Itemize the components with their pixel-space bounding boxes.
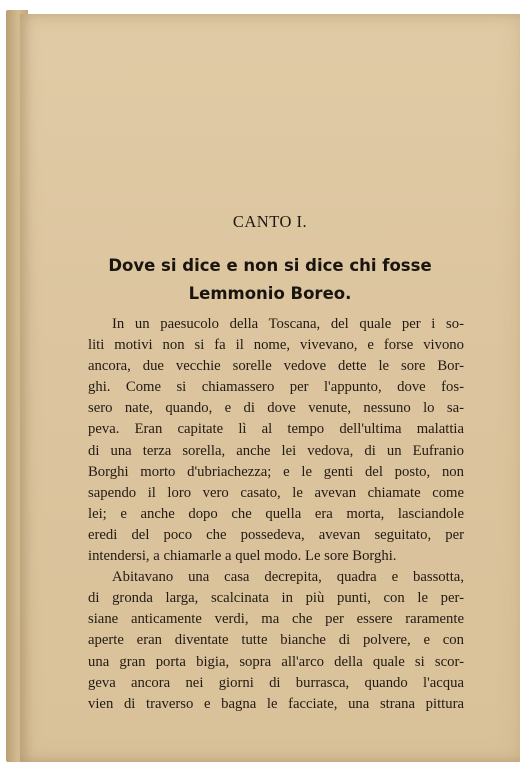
text-line: di gronda larga, scalcinata in più punti, con le per- — [88, 590, 464, 607]
text-line: aperte eran diventate tutte bianche di polvere, e con — [88, 632, 464, 649]
text-line: eredi del poco che possedeva, avevan seguitato, per — [88, 526, 464, 543]
canto-heading: CANTO I. — [232, 212, 308, 231]
paragraph-1 — [88, 314, 464, 567]
text-line: sero nate, quando, e di dove venute, nessuno lo sa- — [88, 400, 464, 417]
text-line: peva. Eran capitate lì al tempo dell'ultima malattia — [88, 421, 464, 438]
chapter-title-line-1: Dove si dice e non si dice chi fosse — [108, 256, 432, 275]
text-line: ghi. Come si chiamassero per l'appunto, dove fos- — [88, 379, 464, 396]
text-line: siane anticamente verdi, ma che per essere raramente — [88, 611, 464, 628]
text-line: di una terza sorella, anche lei vedova, di un Eufranio — [88, 442, 464, 459]
body-text — [88, 314, 464, 715]
text-line: geva ancora nei giorni di burrasca, quando l'acqua — [88, 674, 464, 691]
text-line: In un paesucolo della Toscana, del quale per i so- — [112, 316, 464, 332]
text-line: ancora, due vecchie sorelle vedove dette le sore Bor- — [88, 358, 464, 375]
chapter-title-line-2: Lemmonio Boreo. — [188, 284, 352, 303]
text-line: lei; e anche dopo che quella era morta, lasciandole — [88, 505, 464, 522]
text-line: vien di traverso e bagna le facciate, una strana pittura — [88, 695, 464, 712]
text-line: Borghi morto d'ubriachezza; e le genti del posto, non — [88, 463, 464, 480]
chapter-title — [20, 252, 520, 308]
text-line: intendersi, a chiamarle a quel modo. Le sore Borghi. — [88, 548, 397, 565]
text-line: sapendo il loro vero casato, le avevan chiamate come — [88, 484, 464, 501]
text-line: liti motivi non si fa il nome, vivevano, e forse vivono — [88, 337, 464, 354]
text-line: una gran porta bigia, sopra all'arco della quale si scor- — [88, 653, 464, 670]
paragraph-2 — [88, 567, 464, 715]
text-line: Abitavano una casa decrepita, quadra e bassotta, — [112, 569, 464, 586]
